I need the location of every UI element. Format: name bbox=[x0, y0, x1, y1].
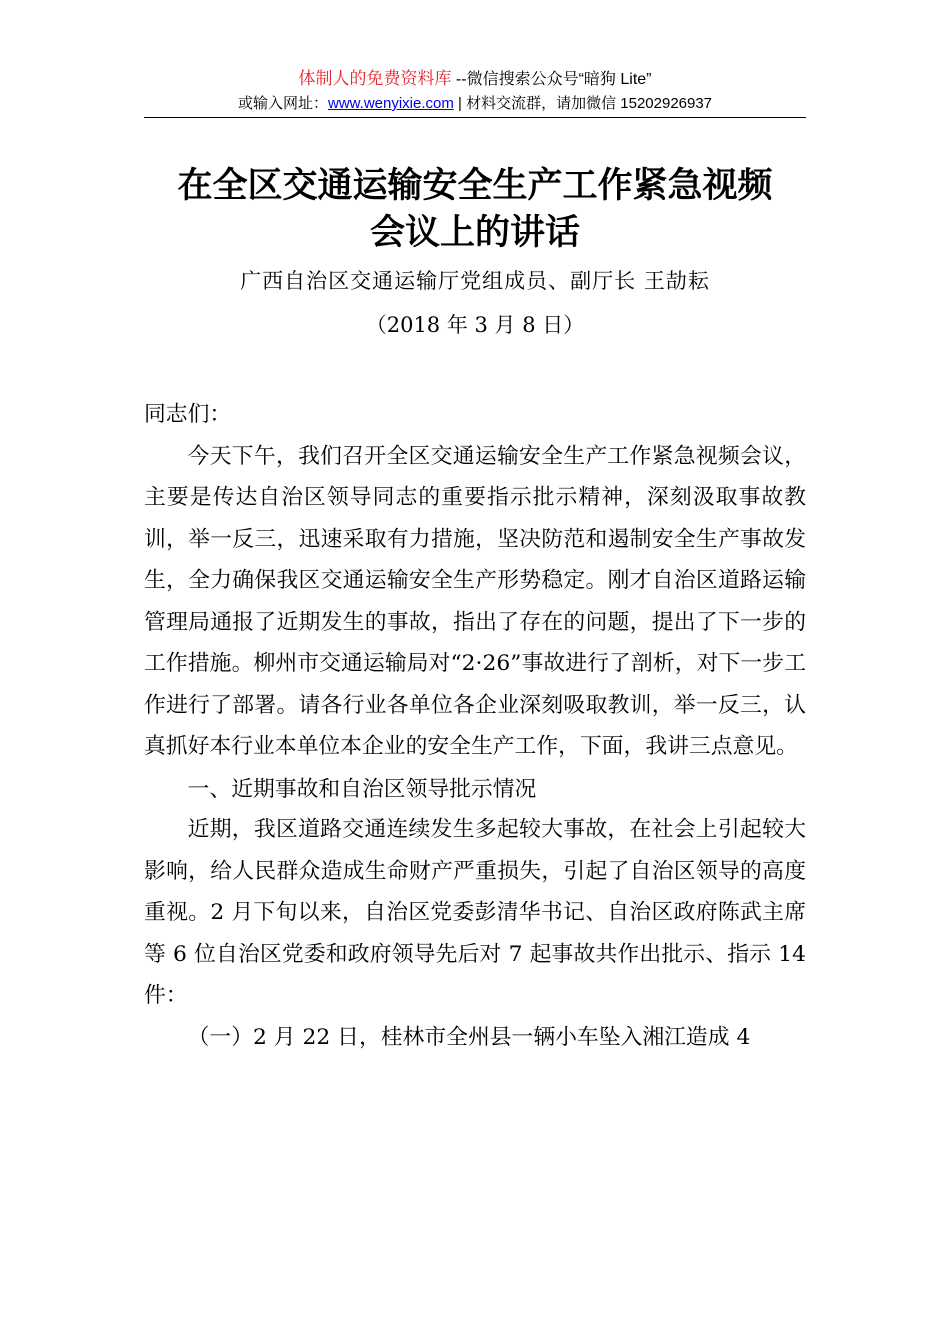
paragraph-item-1: （一）2 月 22 日，桂林市全州县一辆小车坠入湘江造成 4 bbox=[187, 1024, 751, 1050]
header-brand: 体制人的免费资料库 bbox=[298, 69, 452, 88]
website-link[interactable]: www.wenyixie.com bbox=[327, 95, 454, 112]
header-divider bbox=[144, 117, 806, 118]
header-wechat-note: --微信搜索公众号“暗狗 Lite” bbox=[451, 71, 652, 88]
header-url-prefix: 或输入网址： bbox=[237, 95, 328, 112]
document-author: 广西自治区交通运输厅党组成员、副厅长 王劼耘 bbox=[240, 269, 710, 293]
header-line-2 bbox=[144, 93, 806, 115]
section-heading-1: 一、近期事故和自治区领导批示情况 bbox=[187, 775, 537, 801]
paragraph-intro: 今天下午，我们召开全区交通运输安全生产工作紧急视频会议，主要是传达自治区领导同志的重要指示批示精神，深刻汲取事故教训，举一反三，迅速采取有力措施，坚决防范和遏制安全生产事故发生，全力确保我区交通运输安全生产形势稳定。刚才自治区道路运输管理局通报了近期发生的事故，指出了存在的问题，提出了下一步的工作措施。柳州市交通运输局对“2·26”事故进行了剖析，对下一步工作进行了部署。请各行业各单位各企业深刻吸取教训，举一反三，认真抓好本行业本单位本企业的安全生产工作，下面，我讲三点意见。 bbox=[144, 443, 806, 759]
paragraph-recent-accidents: 近期，我区道路交通连续发生多起较大事故，在社会上引起较大影响，给人民群众造成生命财产严重损失，引起了自治区领导的高度重视。2 月下旬以来，自治区党委彭清华书记、自治区政府陈武主席等 6 位自治区党委和政府领导先后对 7 起事故共作出批示、指示 14 件： bbox=[144, 817, 806, 1008]
salutation: 同志们： bbox=[144, 402, 232, 427]
page-header bbox=[144, 66, 806, 115]
header-contact-note: | 材料交流群，请加微信 15202926937 bbox=[453, 95, 713, 112]
header-line-1 bbox=[144, 66, 806, 93]
document-body bbox=[144, 394, 806, 1058]
document-date: （2018 年 3 月 8 日） bbox=[365, 313, 585, 337]
document-title-line-1: 在全区交通运输安全生产工作紧急视频 bbox=[177, 165, 773, 206]
document-title-line-2: 会议上的讲话 bbox=[369, 212, 580, 253]
